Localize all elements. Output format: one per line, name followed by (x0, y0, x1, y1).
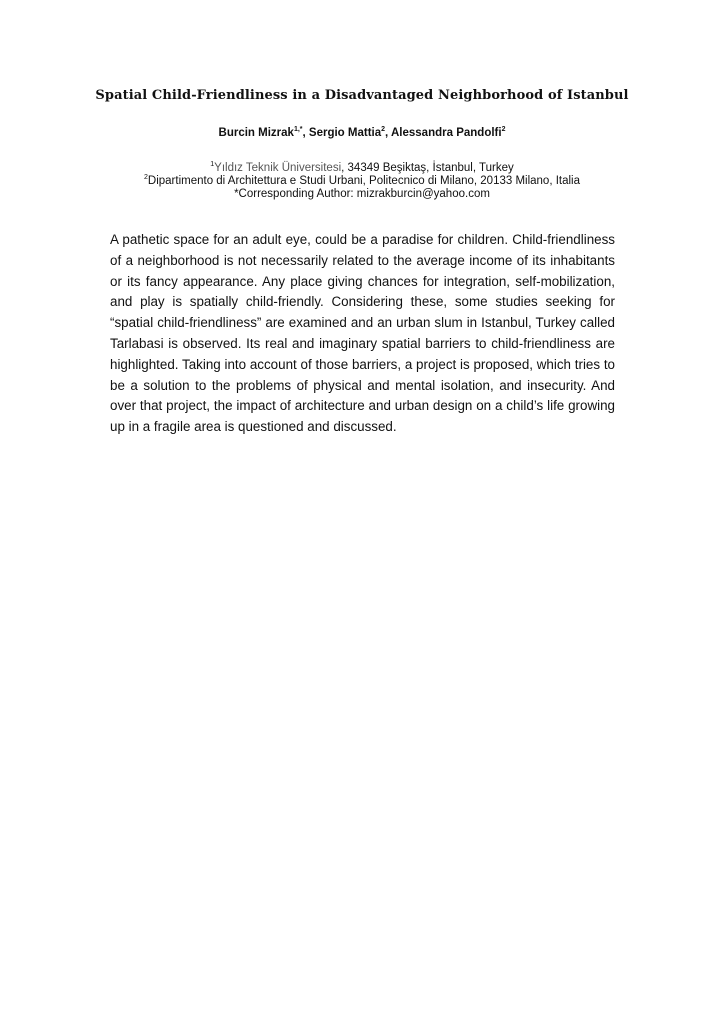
abstract-paragraph: A pathetic space for an adult eye, could be a paradise for children. Child-friendliness of a neighborhood is not necessarily related to the average income of its inhabitants or its fancy appearance. Any place giving chances for integration, self-mobilization, and play is spatially child-friendly. Considering these, some studies seeking for “spatial child-friendliness” are examined and an urban slum in Istanbul, Turkey called Tarlabasi is observed. Its real and imaginary spatial barriers to child-friendliness are highlighted. Taking into account of those barriers, a project is proposed, which tries to be a solution to the problems of physical and mental isolation, and insecurity. And over that project, the impact of architecture and urban design on a child’s life growing up in a fragile area is questioned and discussed. (110, 232, 615, 435)
affiliation-marker: 2 (143, 174, 148, 181)
author-affiliation-marker: 2 (381, 126, 386, 133)
paper-title: Spatial Child-Friendliness in a Disadvantaged Neighborhood of Istanbul (95, 88, 629, 103)
author-name: Alessandra Pandolfi (391, 127, 502, 139)
affiliation-line (0, 162, 724, 175)
affiliation-address: , 34349 Beşiktaş, İstanbul, Turkey (341, 162, 514, 174)
author-affiliation-marker: 2 (501, 126, 506, 133)
affiliation-institution: Yıldız Teknik Üniversitesi (214, 162, 342, 174)
author-name: Sergio Mattia (308, 127, 382, 139)
author-separator: , (385, 127, 391, 139)
author-affiliation-marker: 1,* (293, 126, 303, 133)
author-list (0, 127, 724, 139)
affiliation-marker: 1 (210, 161, 215, 168)
affiliation-institution: Dipartimento di Architettura e Studi Urbani, Politecnico di Milano, 20133 Milano, Italia (147, 175, 581, 187)
author-separator: , (302, 127, 309, 139)
author-name: Burcin Mizrak (218, 127, 294, 139)
affiliation-line (0, 175, 724, 188)
corresponding-author: *Corresponding Author: mizrakburcin@yahoo.com (234, 188, 490, 200)
